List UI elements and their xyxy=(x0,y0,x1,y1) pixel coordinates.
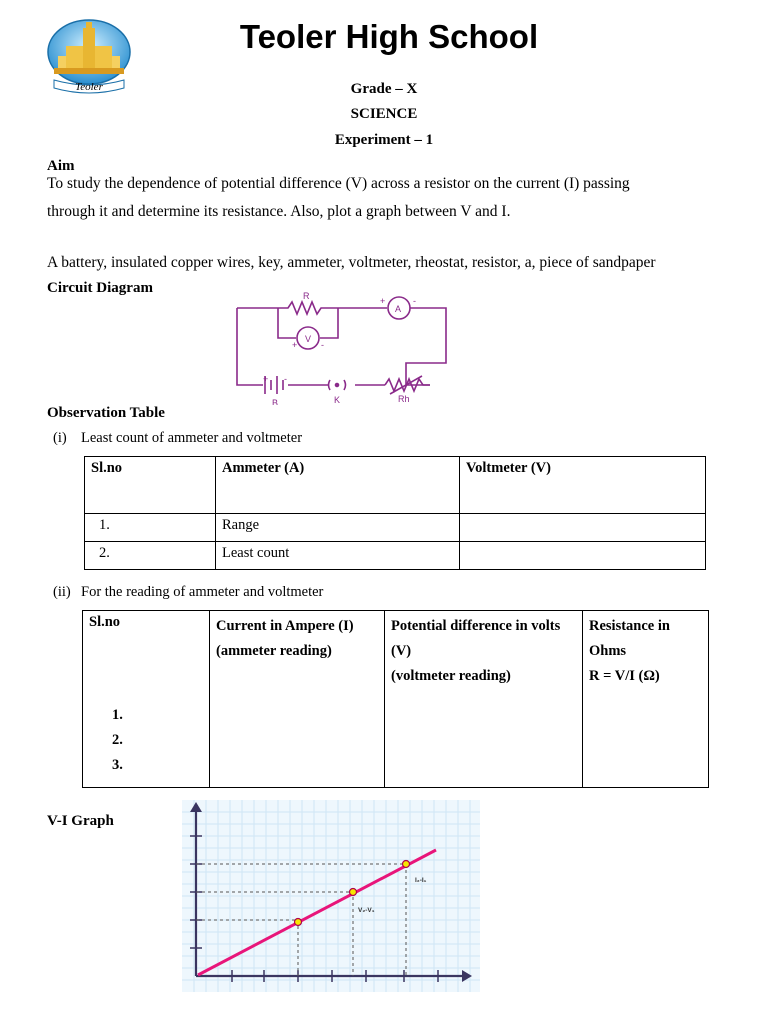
table2-current-cell xyxy=(210,611,385,788)
table1-caption: Least count of ammeter and voltmeter xyxy=(81,430,303,446)
table1-row1-num: 1. xyxy=(85,514,216,542)
table1-row2-value xyxy=(460,542,706,570)
circuit-label-v: V xyxy=(305,334,312,344)
circuit-label-rh: Rh xyxy=(398,394,410,404)
circuit-label-b-minus: - xyxy=(284,374,287,384)
grade-line: Grade – X xyxy=(350,81,418,97)
circuit-label-b: B xyxy=(272,398,279,405)
table-row xyxy=(85,542,706,570)
table2-header-current-sub: (ammeter reading) xyxy=(216,643,332,659)
subject-line: SCIENCE xyxy=(350,106,418,122)
logo-text: Teoler xyxy=(75,81,103,93)
table2-header-voltage-unit: (V) xyxy=(391,643,412,659)
aim-line-2: through it and determine its resistance. Also, plot a graph between V and I. xyxy=(47,203,511,220)
table2-header-resistance-unit: Ohms xyxy=(589,643,627,659)
circuit-label-v-minus: - xyxy=(321,340,324,350)
circuit-diagram xyxy=(230,290,460,405)
table2-header-resistance: Resistance in xyxy=(589,618,670,634)
table2-slno-cell xyxy=(83,611,210,788)
circuit-heading: Circuit Diagram xyxy=(47,280,153,296)
table1-row1-label: Range xyxy=(216,514,460,542)
table2-header-slno: Sl.no xyxy=(89,614,121,630)
circuit-label-b-plus: + xyxy=(263,374,269,384)
table1-header-ammeter: Ammeter (A) xyxy=(216,457,460,514)
circuit-label-r: R xyxy=(303,291,310,301)
least-count-table xyxy=(84,456,706,570)
circuit-label-a-plus: + xyxy=(380,296,386,306)
table1-row1-value xyxy=(460,514,706,542)
table-row xyxy=(85,457,706,514)
graph-heading: V-I Graph xyxy=(47,813,114,829)
table1-row2-label: Least count xyxy=(216,542,460,570)
table2-num-3: 3. xyxy=(112,757,123,773)
table1-header-voltmeter: Voltmeter (V) xyxy=(460,457,706,514)
aim-heading: Aim xyxy=(47,158,75,174)
table2-voltage-cell xyxy=(385,611,583,788)
graph-label-di: I₂-I₁ xyxy=(415,877,427,884)
circuit-label-a-minus: - xyxy=(413,296,416,306)
table2-num-1: 1. xyxy=(112,707,123,723)
table2-caption-num: (ii) xyxy=(53,584,71,600)
table-row xyxy=(83,611,709,788)
table2-header-voltage: Potential difference in volts xyxy=(391,618,561,634)
table2-num-list xyxy=(89,707,203,782)
table2-resistance-cell xyxy=(583,611,709,788)
table2-header-voltage-sub: (voltmeter reading) xyxy=(391,668,511,684)
materials-text: A battery, insulated copper wires, key, ammeter, voltmeter, rheostat, resistor, a, piece of sandpaper xyxy=(47,254,656,271)
graph-label-dv: V₂-V₁ xyxy=(358,907,375,914)
circuit-label-v-plus: + xyxy=(292,340,298,350)
circuit-label-k: K xyxy=(334,395,341,405)
table1-caption-num: (i) xyxy=(53,430,67,446)
table1-row2-num: 2. xyxy=(85,542,216,570)
school-name: Teoler High School xyxy=(239,18,539,55)
table2-caption: For the reading of ammeter and voltmeter xyxy=(81,584,324,600)
vi-graph xyxy=(182,800,480,992)
observation-heading: Observation Table xyxy=(47,405,165,421)
table1-header-slno: Sl.no xyxy=(85,457,216,514)
circuit-label-a: A xyxy=(395,304,402,314)
table2-num-2: 2. xyxy=(112,732,123,748)
table-row xyxy=(85,514,706,542)
aim-line-1: To study the dependence of potential difference (V) across a resistor on the current (I) passing xyxy=(47,175,630,192)
table2-header-resistance-formula: R = V/I (Ω) xyxy=(589,668,660,684)
table2-header-current: Current in Ampere (I) xyxy=(216,618,354,634)
readings-table xyxy=(82,610,709,788)
experiment-line: Experiment – 1 xyxy=(334,132,434,148)
